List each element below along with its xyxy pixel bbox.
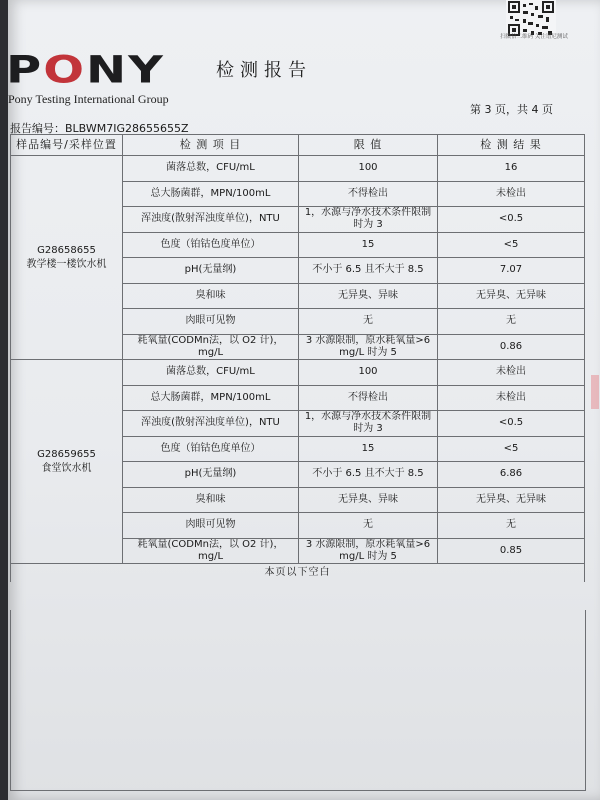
item-cell: 耗氧量(CODMn法，以 O2 计)，mg/L xyxy=(123,334,299,360)
header-result: 检 测 结 果 xyxy=(438,135,585,156)
page-edge-mark xyxy=(591,375,599,409)
result-cell: 16 xyxy=(438,156,585,182)
limit-cell: 不得检出 xyxy=(299,181,438,207)
result-cell: 无 xyxy=(438,309,585,335)
item-cell: 菌落总数，CFU/mL xyxy=(123,156,299,182)
result-cell: <0.5 xyxy=(438,207,585,233)
result-cell: 6.86 xyxy=(438,462,585,488)
test-results-table xyxy=(10,134,585,582)
result-cell: <5 xyxy=(438,232,585,258)
limit-cell: 100 xyxy=(299,156,438,182)
result-cell: <0.5 xyxy=(438,411,585,437)
limit-cell: 无异臭、异味 xyxy=(299,283,438,309)
end-note: 本页以下空白 xyxy=(11,564,585,583)
table-row xyxy=(11,156,585,182)
limit-cell: 15 xyxy=(299,232,438,258)
item-cell: 肉眼可见物 xyxy=(123,513,299,539)
item-cell: 总大肠菌群，MPN/100mL xyxy=(123,385,299,411)
limit-cell: 3 水源限制，原水耗氧量>6 mg/L 时为 5 xyxy=(299,538,438,564)
result-cell: 无异臭、无异味 xyxy=(438,487,585,513)
item-cell: 总大肠菌群，MPN/100mL xyxy=(123,181,299,207)
limit-cell: 无异臭、异味 xyxy=(299,487,438,513)
limit-cell: 3 水源限制，原水耗氧量>6 mg/L 时为 5 xyxy=(299,334,438,360)
item-cell: 臭和味 xyxy=(123,283,299,309)
result-cell: 未检出 xyxy=(438,360,585,386)
sample-id: G28658655 xyxy=(37,244,96,256)
item-cell: 肉眼可见物 xyxy=(123,309,299,335)
result-cell: 未检出 xyxy=(438,385,585,411)
page-frame xyxy=(10,610,586,791)
sample-location: 食堂饮水机 xyxy=(41,462,92,474)
item-cell: 浑浊度(散射浑浊度单位)，NTU xyxy=(123,411,299,437)
limit-cell: 无 xyxy=(299,309,438,335)
item-cell: 色度（铂钴色度单位） xyxy=(123,232,299,258)
sample-cell xyxy=(11,360,123,564)
item-cell: pH(无量纲) xyxy=(123,258,299,284)
header-item: 检 测 项 目 xyxy=(123,135,299,156)
result-cell: 0.85 xyxy=(438,538,585,564)
item-cell: pH(无量纲) xyxy=(123,462,299,488)
report-number: 报告编号：BLBWM7IG28655655Z xyxy=(10,122,189,135)
company-logo: PONY xyxy=(6,48,165,92)
result-cell: <5 xyxy=(438,436,585,462)
limit-cell: 不小于 6.5 且不大于 8.5 xyxy=(299,258,438,284)
qr-code-icon xyxy=(506,0,556,38)
item-cell: 臭和味 xyxy=(123,487,299,513)
limit-cell: 1，水源与净水技术条件限制时为 3 xyxy=(299,207,438,233)
sample-location: 教学楼一楼饮水机 xyxy=(26,258,107,270)
qr-caption: 扫微信二维码 关注谱尼测试 xyxy=(500,34,568,40)
result-cell: 7.07 xyxy=(438,258,585,284)
limit-cell: 不得检出 xyxy=(299,385,438,411)
table-header-row xyxy=(11,135,585,156)
item-cell: 色度（铂钴色度单位） xyxy=(123,436,299,462)
item-cell: 菌落总数，CFU/mL xyxy=(123,360,299,386)
limit-cell: 不小于 6.5 且不大于 8.5 xyxy=(299,462,438,488)
limit-cell: 100 xyxy=(299,360,438,386)
result-cell: 未检出 xyxy=(438,181,585,207)
header-limit: 限 值 xyxy=(299,135,438,156)
sample-cell xyxy=(11,156,123,360)
company-name: Pony Testing International Group xyxy=(8,92,169,106)
document-title: 检测报告 xyxy=(216,60,312,81)
table-row xyxy=(11,360,585,386)
limit-cell: 1，水源与净水技术条件限制时为 3 xyxy=(299,411,438,437)
result-cell: 0.86 xyxy=(438,334,585,360)
limit-cell: 15 xyxy=(299,436,438,462)
item-cell: 浑浊度(散射浑浊度单位)，NTU xyxy=(123,207,299,233)
page-number: 第 3 页，共 4 页 xyxy=(470,103,553,116)
result-cell: 无异臭、无异味 xyxy=(438,283,585,309)
item-cell: 耗氧量(CODMn法，以 O2 计)，mg/L xyxy=(123,538,299,564)
header-sample: 样品编号/采样位置 xyxy=(11,135,123,156)
limit-cell: 无 xyxy=(299,513,438,539)
end-note-row xyxy=(11,564,585,583)
result-cell: 无 xyxy=(438,513,585,539)
sample-id: G28659655 xyxy=(37,448,96,460)
